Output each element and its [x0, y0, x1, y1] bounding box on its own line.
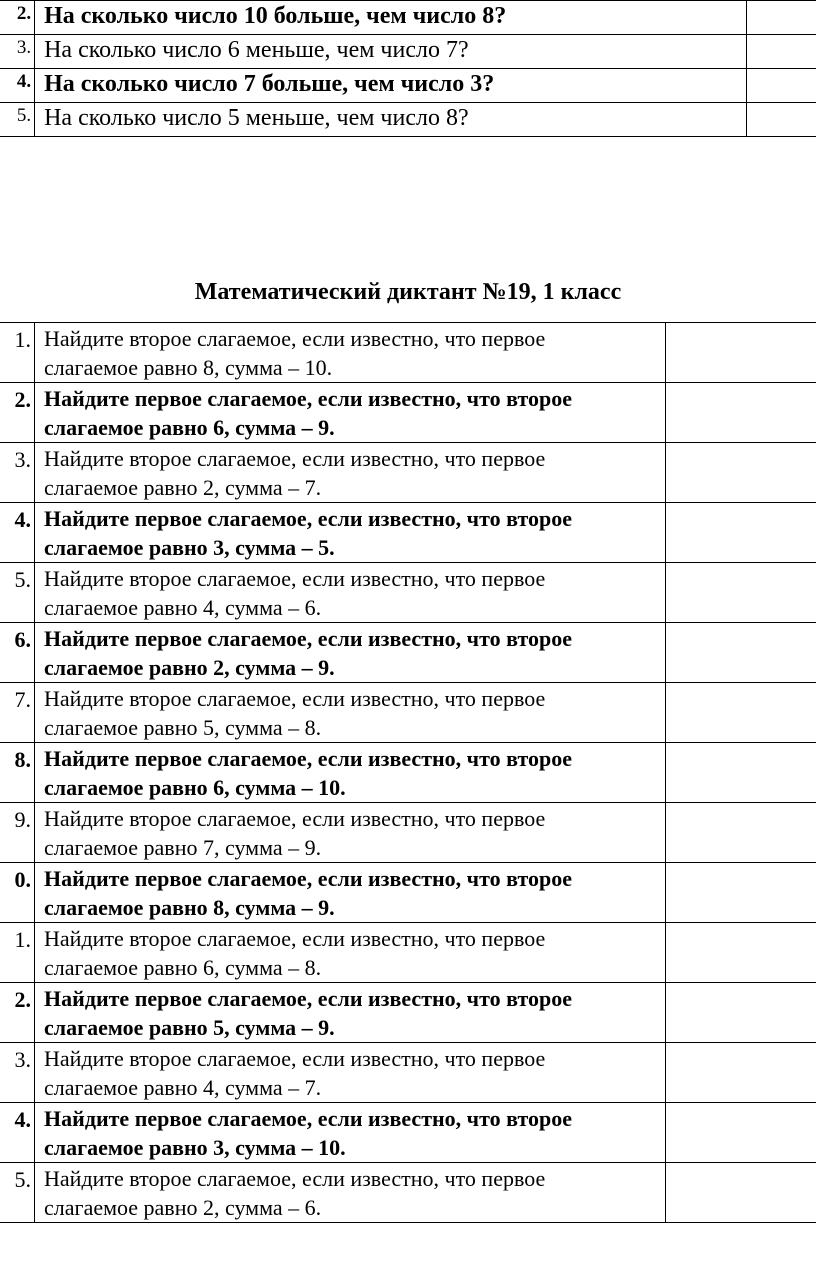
question-line-2: слагаемое равно 8, сумма – 10. — [44, 355, 333, 380]
answer-cell — [665, 503, 816, 563]
question-text — [35, 743, 666, 803]
question-line-2: слагаемое равно 3, сумма – 10. — [44, 1135, 346, 1160]
question-number: 2. — [0, 1, 35, 35]
question-line-1: Найдите второе слагаемое, если известно, что первое — [44, 1046, 546, 1071]
question-number: 3. — [0, 1043, 35, 1103]
table-row — [0, 35, 816, 69]
question-line-1: Найдите первое слагаемое, если известно, что второе — [44, 386, 572, 411]
question-number: 0. — [0, 863, 35, 923]
table-row — [0, 103, 816, 137]
table-row — [0, 1043, 816, 1103]
question-text — [35, 563, 666, 623]
answer-cell — [665, 383, 816, 443]
question-line-1: Найдите первое слагаемое, если известно, что второе — [44, 626, 572, 651]
question-line-2: слагаемое равно 5, сумма – 8. — [44, 715, 322, 740]
question-line-1: Найдите второе слагаемое, если известно, что первое — [44, 446, 546, 471]
question-line-1: Найдите второе слагаемое, если известно, что первое — [44, 806, 546, 831]
answer-cell — [665, 623, 816, 683]
question-number: 1. — [0, 323, 35, 383]
question-text — [35, 443, 666, 503]
table-row — [0, 923, 816, 983]
question-number: 3. — [0, 443, 35, 503]
question-line-1: Найдите первое слагаемое, если известно, что второе — [44, 986, 572, 1011]
answer-cell — [665, 863, 816, 923]
previous-dictation-rows — [0, 1, 816, 137]
table-row — [0, 1163, 816, 1223]
question-text — [35, 1043, 666, 1103]
question-text — [35, 683, 666, 743]
question-text: На сколько число 6 меньше, чем число 7? — [35, 35, 747, 69]
table-row — [0, 983, 816, 1043]
table-row — [0, 503, 816, 563]
answer-cell — [665, 1103, 816, 1163]
question-line-2: слагаемое равно 2, сумма – 6. — [44, 1195, 322, 1220]
question-text — [35, 1103, 666, 1163]
question-line-1: Найдите второе слагаемое, если известно, что первое — [44, 926, 546, 951]
question-line-2: слагаемое равно 8, сумма – 9. — [44, 895, 335, 920]
table-row — [0, 323, 816, 383]
question-line-2: слагаемое равно 3, сумма – 5. — [44, 535, 335, 560]
answer-cell — [665, 803, 816, 863]
answer-cell — [665, 923, 816, 983]
dictation-rows — [0, 323, 816, 1223]
answer-cell — [665, 1043, 816, 1103]
question-line-1: Найдите первое слагаемое, если известно, что второе — [44, 866, 572, 891]
question-number: 4. — [0, 1103, 35, 1163]
question-number: 6. — [0, 623, 35, 683]
question-line-2: слагаемое равно 2, сумма – 9. — [44, 655, 335, 680]
table-row — [0, 69, 816, 103]
question-text: На сколько число 10 больше, чем число 8? — [35, 1, 747, 35]
answer-cell — [665, 1163, 816, 1223]
question-text — [35, 623, 666, 683]
question-line-1: Найдите второе слагаемое, если известно, что первое — [44, 686, 546, 711]
question-number: 2. — [0, 383, 35, 443]
question-text — [35, 323, 666, 383]
question-text — [35, 923, 666, 983]
table-row — [0, 683, 816, 743]
question-number: 2. — [0, 983, 35, 1043]
question-number: 4. — [0, 503, 35, 563]
question-line-2: слагаемое равно 6, сумма – 10. — [44, 775, 346, 800]
question-text — [35, 983, 666, 1043]
question-number: 1. — [0, 923, 35, 983]
table-row — [0, 863, 816, 923]
question-line-1: Найдите первое слагаемое, если известно, что второе — [44, 506, 572, 531]
table-row — [0, 623, 816, 683]
question-line-2: слагаемое равно 6, сумма – 9. — [44, 415, 335, 440]
question-text — [35, 1163, 666, 1223]
answer-cell — [746, 69, 816, 103]
answer-cell — [746, 1, 816, 35]
question-number: 5. — [0, 563, 35, 623]
answer-cell — [665, 983, 816, 1043]
table-row — [0, 383, 816, 443]
table-row — [0, 443, 816, 503]
answer-cell — [665, 563, 816, 623]
table-row — [0, 563, 816, 623]
question-line-2: слагаемое равно 4, сумма – 6. — [44, 595, 322, 620]
question-number: 5. — [0, 1163, 35, 1223]
question-text — [35, 803, 666, 863]
question-number: 9. — [0, 803, 35, 863]
answer-cell — [665, 443, 816, 503]
table-row — [0, 743, 816, 803]
question-number: 8. — [0, 743, 35, 803]
question-line-2: слагаемое равно 4, сумма – 7. — [44, 1075, 322, 1100]
question-text — [35, 863, 666, 923]
question-line-1: Найдите второе слагаемое, если известно, что первое — [44, 326, 546, 351]
dictation-table — [0, 322, 816, 1223]
question-text: На сколько число 5 меньше, чем число 8? — [35, 103, 747, 137]
question-text — [35, 383, 666, 443]
page-title: Математический диктант №19, 1 класс — [194, 279, 622, 305]
question-line-2: слагаемое равно 2, сумма – 7. — [44, 475, 322, 500]
question-number: 7. — [0, 683, 35, 743]
answer-cell — [665, 743, 816, 803]
table-row — [0, 1, 816, 35]
table-row — [0, 803, 816, 863]
question-number: 3. — [0, 35, 35, 69]
question-number: 4. — [0, 69, 35, 103]
question-line-1: Найдите первое слагаемое, если известно, что второе — [44, 746, 572, 771]
question-text — [35, 503, 666, 563]
question-number: 5. — [0, 103, 35, 137]
question-text: На сколько число 7 больше, чем число 3? — [35, 69, 747, 103]
question-line-2: слагаемое равно 7, сумма – 9. — [44, 835, 322, 860]
answer-cell — [746, 35, 816, 69]
answer-cell — [665, 683, 816, 743]
previous-dictation-table — [0, 0, 816, 137]
table-row — [0, 1103, 816, 1163]
question-line-2: слагаемое равно 5, сумма – 9. — [44, 1015, 335, 1040]
question-line-2: слагаемое равно 6, сумма – 8. — [44, 955, 322, 980]
question-line-1: Найдите второе слагаемое, если известно, что первое — [44, 1166, 546, 1191]
question-line-1: Найдите второе слагаемое, если известно, что первое — [44, 566, 546, 591]
answer-cell — [665, 323, 816, 383]
question-line-1: Найдите первое слагаемое, если известно, что второе — [44, 1106, 572, 1131]
answer-cell — [746, 103, 816, 137]
